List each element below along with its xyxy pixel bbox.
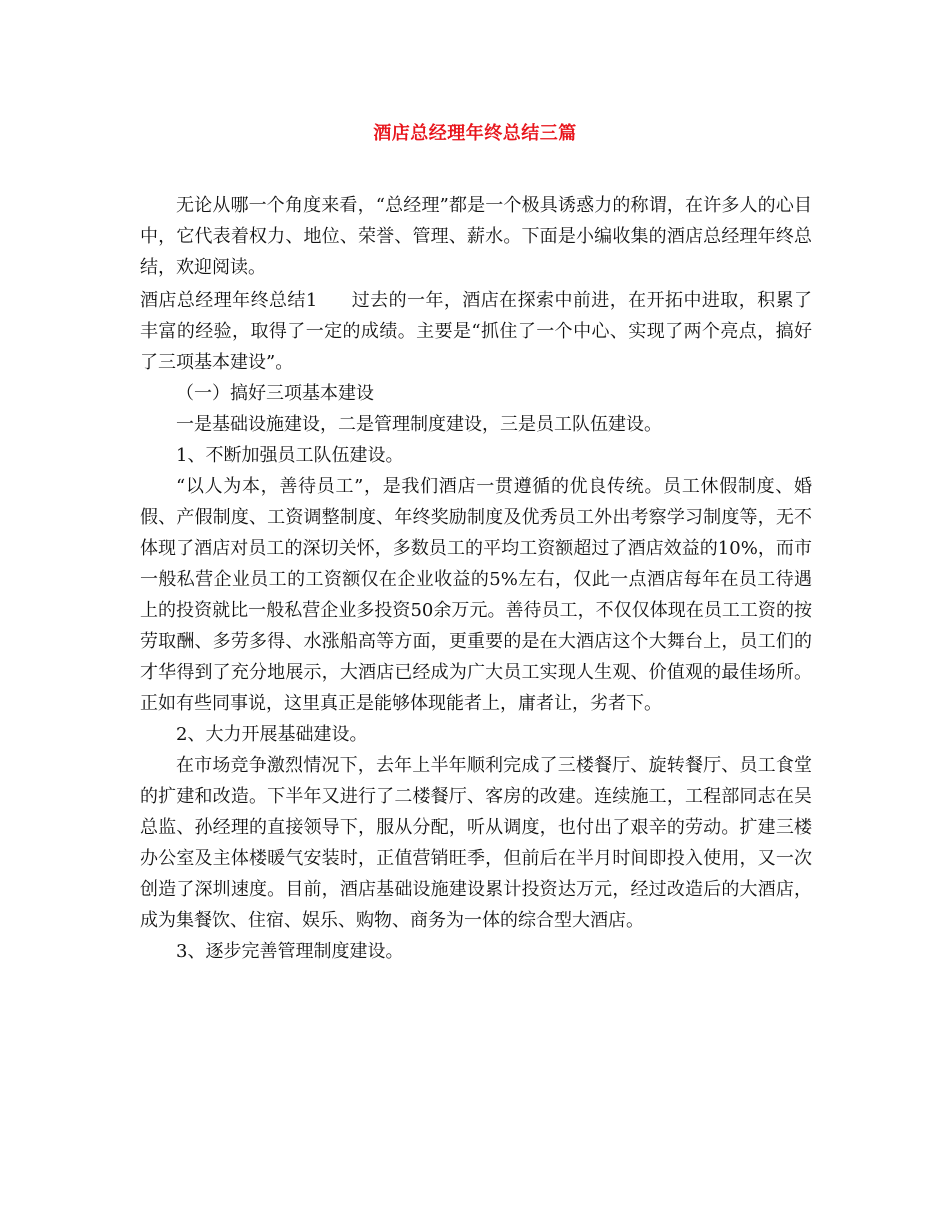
document-body xyxy=(140,190,812,967)
three-constructions-paragraph: 一是基础设施建设，二是管理制度建设，三是员工队伍建设。 xyxy=(176,414,662,435)
section-1-text: 过去的一年，酒店在探索中前进，在开拓中进取，积累了丰富的经验，取得了一定的成绩。主要是“抓住了一个中心、实现了两个亮点，搞好了三项基本建设”。 xyxy=(140,290,813,373)
item-3-heading: 3、逐步完善管理制度建设。 xyxy=(176,941,404,962)
item-1-heading: 1、不断加强员工队伍建设。 xyxy=(176,445,404,466)
item-2-paragraph: 在市场竞争激烈情况下，去年上半年顺利完成了三楼餐厅、旋转餐厅、员工食堂的扩建和改造。下半年又进行了二楼餐厅、客房的改建。连续施工，工程部同志在吴总监、孙经理的直接领导下，服从分配，听从调度，也付出了艰辛的劳动。扩建三楼办公室及主体楼暖气安装时，正值营销旺季，但前后在半月时间即投入使用，又一次创造了深圳速度。目前，酒店基础设施建设累计投资达万元，经过改造后的大酒店，成为集餐饮、住宿、娱乐、购物、商务为一体的综合型大酒店。 xyxy=(140,755,812,931)
item-2-heading: 2、大力开展基础建设。 xyxy=(176,724,368,745)
section-1-label: 酒店总经理年终总结1 xyxy=(140,290,318,311)
section-1-paragraph xyxy=(140,285,812,378)
item-1-paragraph: “以人为本，善待员工”，是我们酒店一贯遵循的优良传统。员工休假制度、婚假、产假制度、工资调整制度、年终奖励制度及优秀员工外出考察学习制度等，无不体现了酒店对员工的深切关怀，多数员工的平均工资额超过了酒店效益的10%，而市一般私营企业员工的工资额仅在企业收益的5%左右，仅此一点酒店每年在员工待遇上的投资就比一般私营企业多投资50余万元。善待员工，不仅仅体现在员工工资的按劳取酬、多劳多得、水涨船高等方面，更重要的是在大酒店这个大舞台上，员工们的才华得到了充分地展示，大酒店已经成为广大员工实现人生观、价值观的最佳场所。正如有些同事说，这里真正是能够体现能者上，庸者让，劣者下。 xyxy=(140,476,812,714)
heading-infrastructure: （一）搞好三项基本建设 xyxy=(176,383,374,404)
intro-paragraph: 无论从哪一个角度来看，“总经理”都是一个极具诱惑力的称谓，在许多人的心目中，它代表着权力、地位、荣誉、管理、薪水。下面是小编收集的酒店总经理年终总结，欢迎阅读。 xyxy=(140,195,812,278)
document-title: 酒店总经理年终总结三篇 xyxy=(373,123,577,144)
